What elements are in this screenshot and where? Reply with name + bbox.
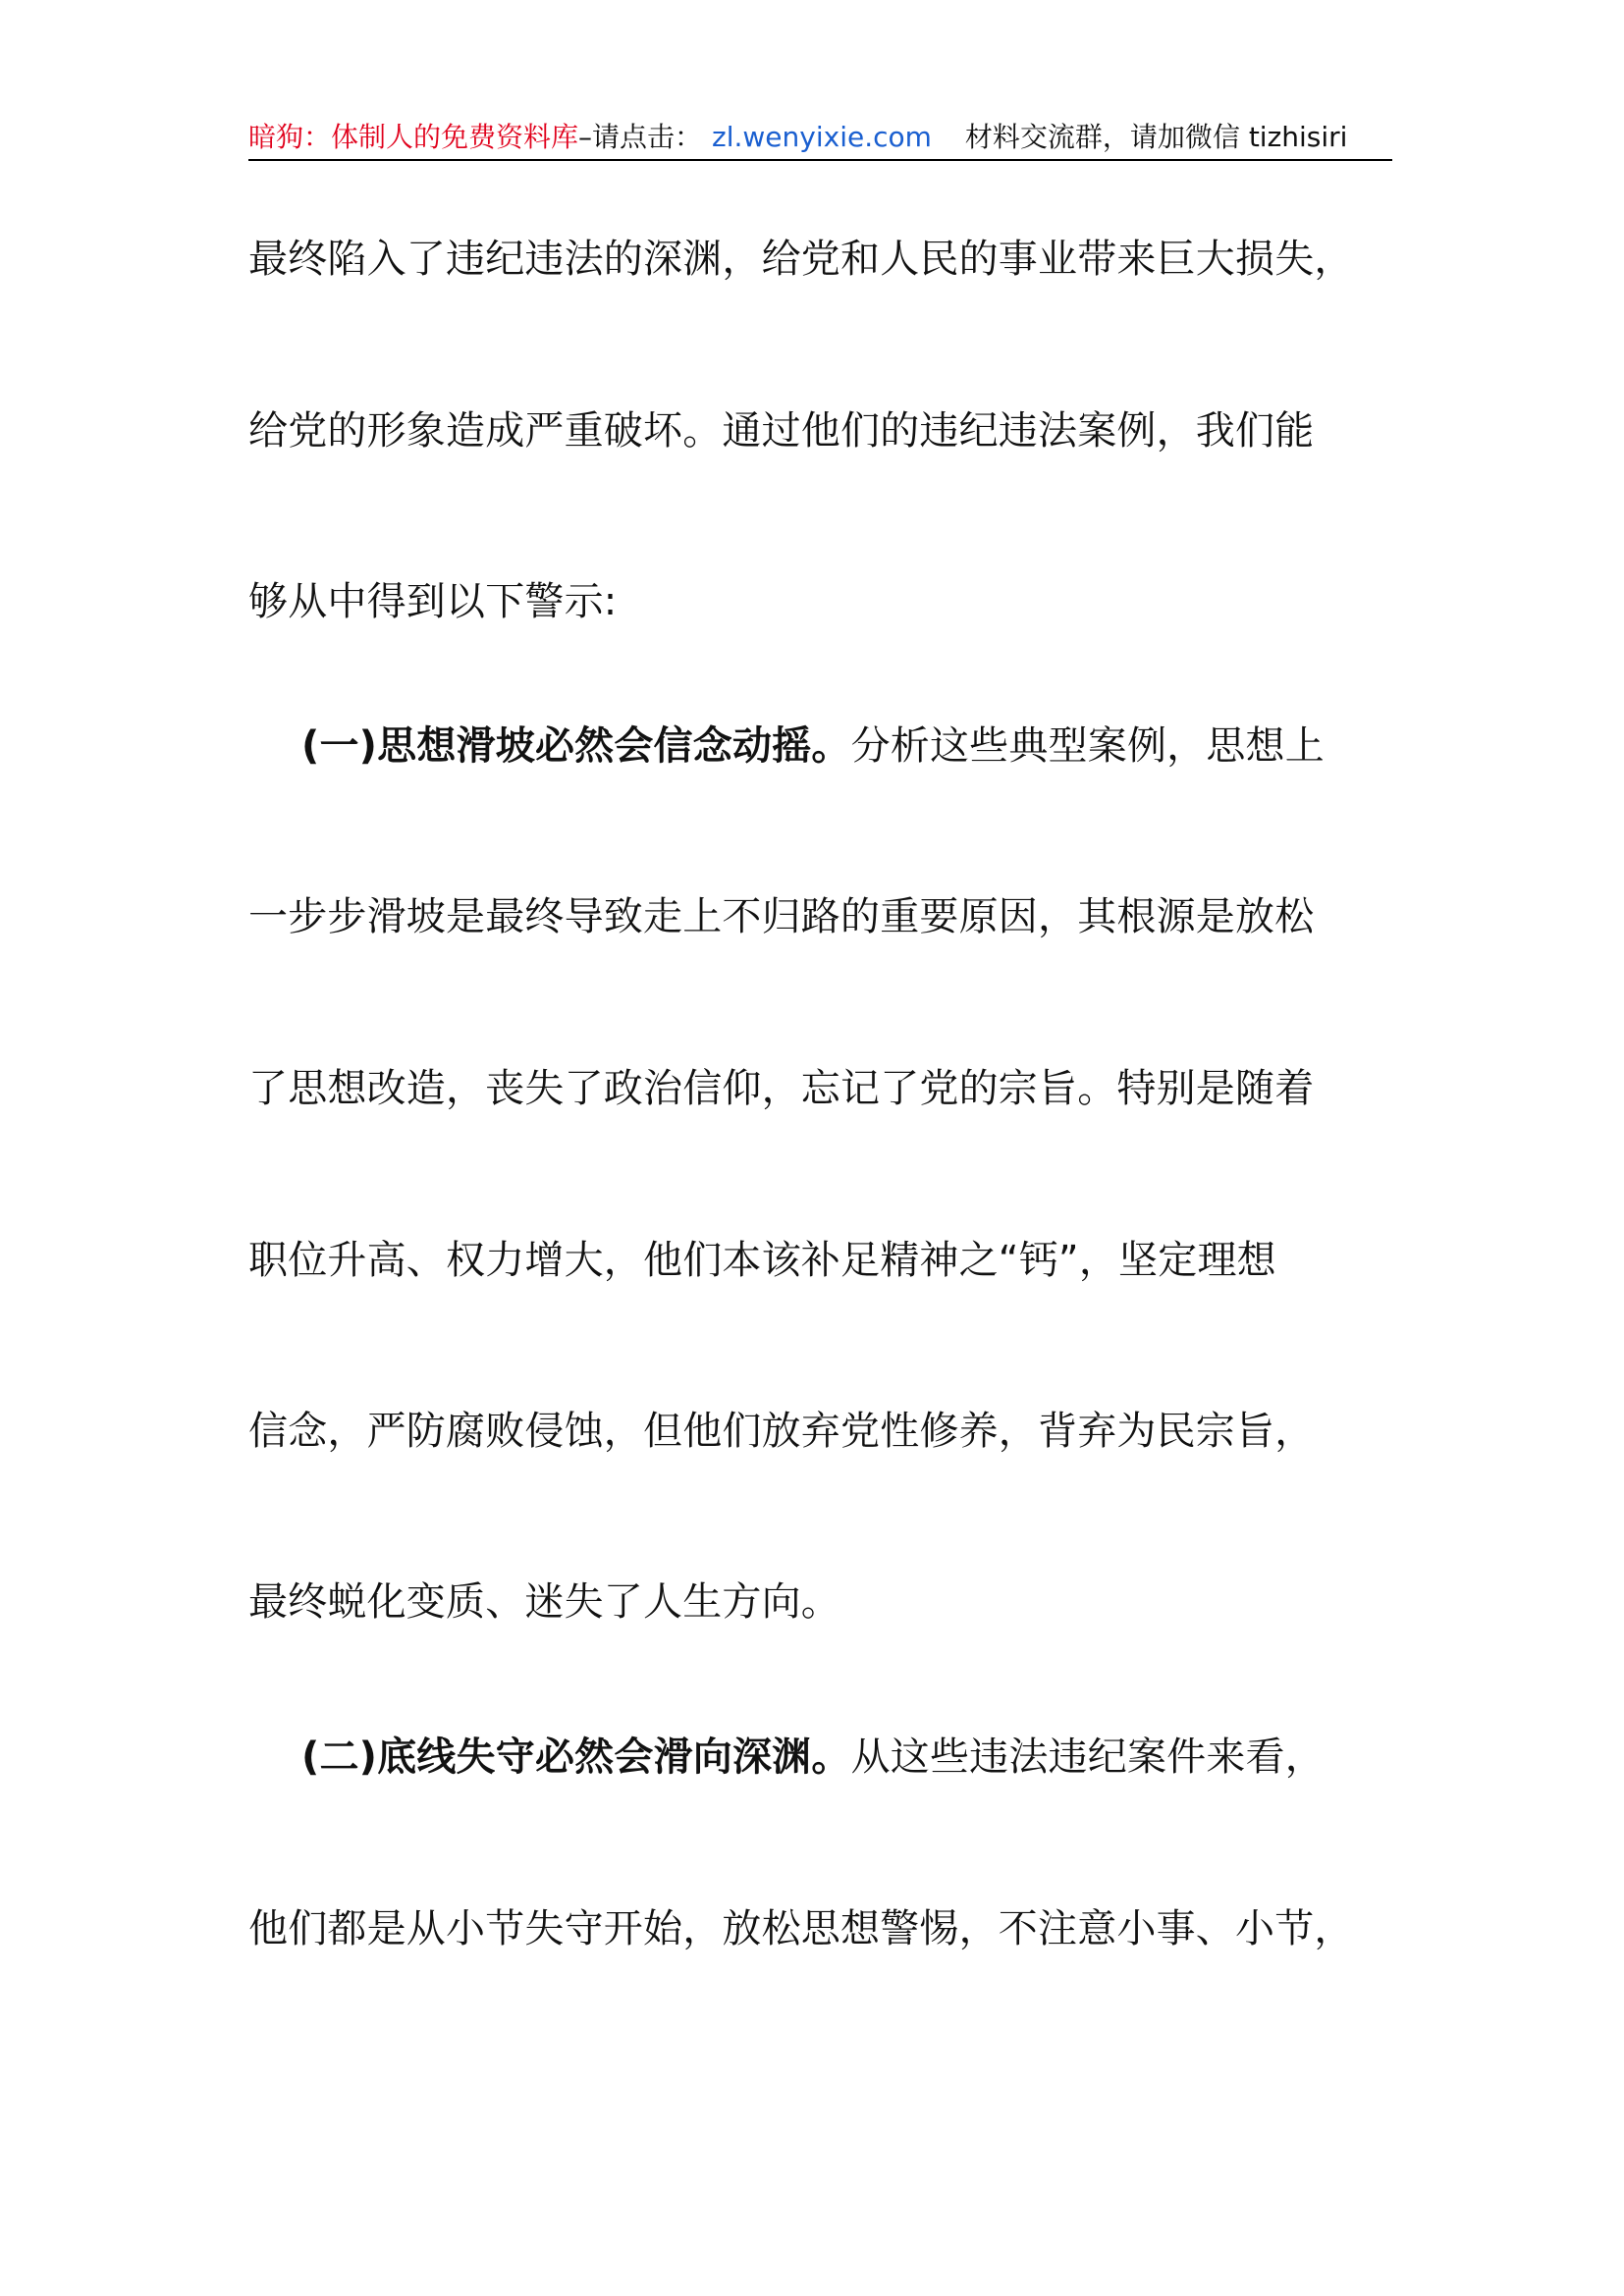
header-brand: 暗狗：体制人的免费资料库 — [248, 121, 579, 153]
header-contact: 材料交流群，请加微信 tizhisiri — [964, 121, 1348, 153]
body-line-1: 最终陷入了违纪违法的深渊，给党和人民的事业带来巨大损失， — [248, 237, 1354, 282]
header-link[interactable]: zl.wenyixie.com — [712, 121, 932, 153]
section-1-line-3: 了思想改造，丧失了政治信仰，忘记了党的宗旨。特别是随着 — [248, 1066, 1315, 1111]
section-2-first-line-rest: 从这些违法违纪案件来看， — [850, 1735, 1325, 1780]
section-1-first-line-rest: 分析这些典型案例，思想上 — [850, 723, 1325, 769]
section-2-paragraph-start — [301, 1732, 1440, 1783]
section-1-line-2: 一步步滑坡是最终导致走上不归路的重要原因，其根源是放松 — [248, 894, 1315, 939]
body-line-3: 够从中得到以下警示: — [248, 579, 618, 624]
section-2-heading: (二)底线失守必然会滑向深渊。 — [301, 1735, 851, 1780]
header-prompt: –请点击： — [578, 121, 703, 153]
body-line-2: 给党的形象造成严重破坏。通过他们的违纪违法案例，我们能 — [248, 408, 1315, 454]
section-1-line-5: 信念，严防腐败侵蚀，但他们放弃党性修养，背弃为民宗旨， — [248, 1409, 1315, 1454]
section-1-heading: (一)思想滑坡必然会信念动摇。 — [301, 723, 851, 769]
page-header — [248, 116, 1392, 161]
section-1-paragraph-start — [301, 721, 1440, 772]
section-2-line-2: 他们都是从小节失守开始，放松思想警惕，不注意小事、小节， — [248, 1906, 1354, 1951]
section-1-line-6: 最终蜕化变质、迷失了人生方向。 — [248, 1579, 840, 1625]
section-1-line-4: 职位升高、权力增大，他们本该补足精神之“钙”，坚定理想 — [248, 1238, 1276, 1283]
